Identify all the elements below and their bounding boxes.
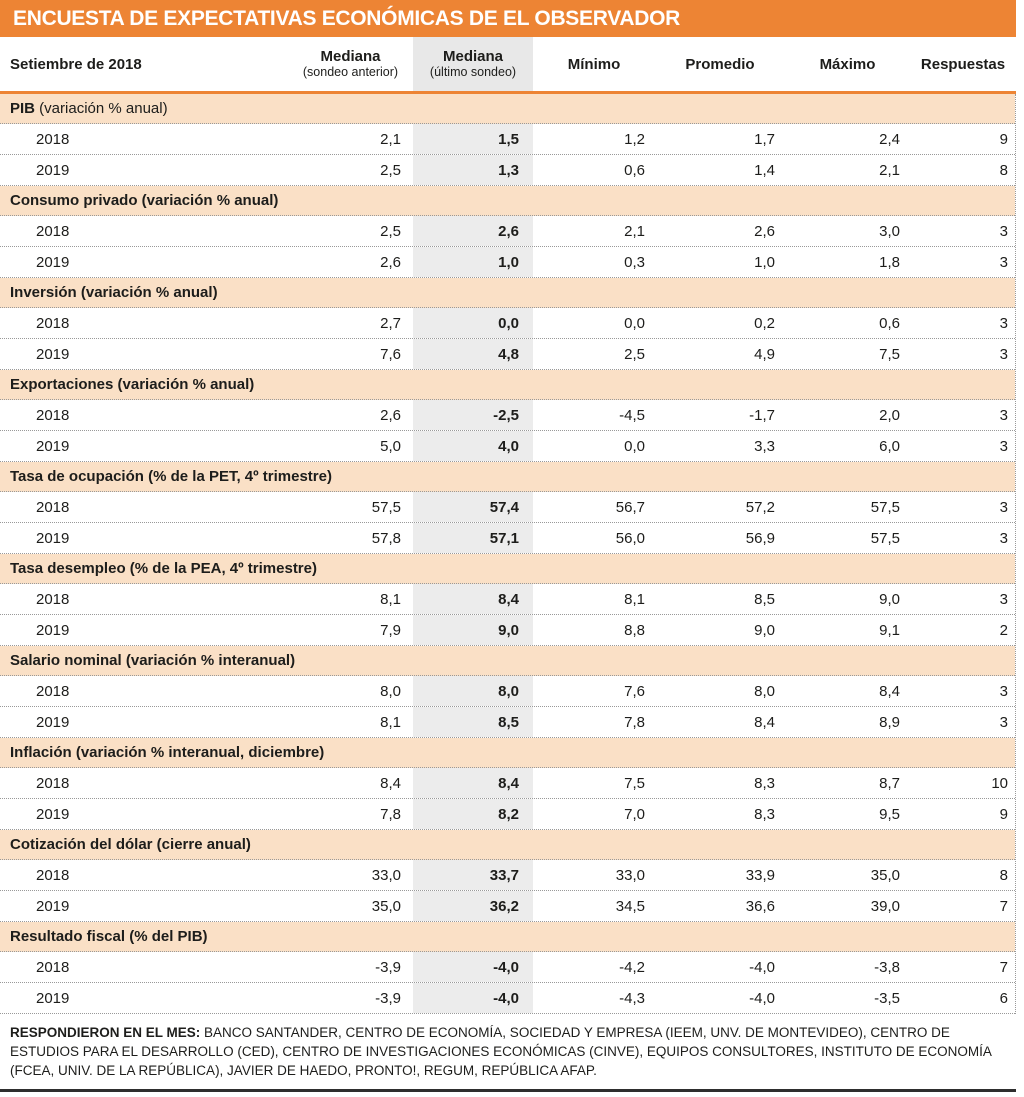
responses-cell: 9 — [999, 805, 1008, 823]
median-previous-cell: 8,1 — [380, 713, 401, 731]
median-latest-cell: 2,6 — [413, 216, 533, 246]
median-previous-cell: 35,0 — [371, 897, 401, 915]
year-cell: 2018 — [36, 130, 70, 148]
year-cell: 2019 — [36, 805, 70, 823]
median-previous-cell: 8,0 — [380, 682, 401, 700]
year-cell: 2019 — [36, 345, 70, 363]
avg-cell: -4,0 — [749, 958, 775, 976]
section-name: PIB — [10, 100, 36, 117]
median-previous-cell: 2,7 — [380, 314, 401, 332]
min-cell: 2,5 — [624, 345, 645, 363]
max-cell: 39,0 — [870, 897, 900, 915]
year-cell: 2018 — [36, 406, 70, 424]
avg-cell: 8,0 — [754, 682, 775, 700]
avg-cell: 1,7 — [754, 130, 775, 148]
median-latest-cell: 8,0 — [413, 676, 533, 706]
year-cell: 2018 — [36, 682, 70, 700]
responses-cell: 8 — [999, 866, 1008, 884]
section-header-row — [0, 554, 1015, 584]
table-row — [0, 339, 1015, 370]
max-cell: 2,0 — [879, 406, 900, 424]
responses-cell: 9 — [999, 130, 1008, 148]
median-previous-cell: -3,9 — [375, 989, 401, 1007]
median-latest-cell: 1,5 — [413, 124, 533, 154]
section-name: Inversión — [10, 284, 77, 301]
min-cell: -4,3 — [619, 989, 645, 1007]
median-previous-cell: 33,0 — [371, 866, 401, 884]
year-cell: 2019 — [36, 713, 70, 731]
year-cell: 2019 — [36, 529, 70, 547]
max-cell: 0,6 — [879, 314, 900, 332]
column-header-period — [0, 37, 288, 91]
avg-cell: 9,0 — [754, 621, 775, 639]
section-header-row — [0, 186, 1015, 216]
avg-cell: -1,7 — [749, 406, 775, 424]
section-detail: (variación % anual) — [35, 100, 168, 117]
title-bar — [0, 0, 1016, 37]
table-row — [0, 431, 1015, 462]
responses-cell: 10 — [991, 774, 1008, 792]
min-cell: 56,7 — [615, 498, 645, 516]
table-row — [0, 707, 1015, 738]
responses-cell: 3 — [999, 406, 1008, 424]
year-cell: 2018 — [36, 958, 70, 976]
avg-cell: 8,4 — [754, 713, 775, 731]
max-cell: 1,8 — [879, 253, 900, 271]
responses-cell: 3 — [999, 590, 1008, 608]
median-latest-cell: 4,0 — [413, 431, 533, 461]
max-cell: 8,9 — [879, 713, 900, 731]
max-cell: 7,5 — [879, 345, 900, 363]
table-row — [0, 155, 1015, 186]
section-name: Exportaciones — [10, 376, 114, 393]
responses-cell: 6 — [999, 989, 1008, 1007]
min-cell: 0,3 — [624, 253, 645, 271]
section-name: Resultado fiscal — [10, 928, 126, 945]
median-previous-cell: 2,1 — [380, 130, 401, 148]
column-header-avg: Promedio — [685, 55, 755, 73]
section-header-row — [0, 922, 1015, 952]
column-header-max: Máximo — [819, 55, 876, 73]
max-cell: 8,7 — [879, 774, 900, 792]
bottom-rule — [0, 1089, 1016, 1092]
min-cell: 7,8 — [624, 713, 645, 731]
page-title: ENCUESTA DE EXPECTATIVAS ECONÓMICAS DE EL OBSERVADOR — [13, 6, 680, 30]
median-latest-cell: 8,5 — [413, 707, 533, 737]
median-previous-cell: 2,5 — [380, 161, 401, 179]
avg-cell: 1,0 — [754, 253, 775, 271]
median-latest-cell: 4,8 — [413, 339, 533, 369]
avg-cell: 36,6 — [745, 897, 775, 915]
table-row — [0, 523, 1015, 554]
year-cell: 2018 — [36, 222, 70, 240]
responses-cell: 3 — [999, 529, 1008, 547]
min-cell: 1,2 — [624, 130, 645, 148]
table-row — [0, 308, 1015, 339]
median-latest-cell: 1,0 — [413, 247, 533, 277]
section-header-row — [0, 94, 1015, 124]
median-previous-cell: 57,5 — [371, 498, 401, 516]
year-cell: 2019 — [36, 897, 70, 915]
avg-cell: 0,2 — [754, 314, 775, 332]
avg-cell: 3,3 — [754, 437, 775, 455]
year-cell: 2019 — [36, 621, 70, 639]
year-cell: 2018 — [36, 314, 70, 332]
section-detail: (variación % anual) — [113, 376, 255, 393]
avg-cell: 33,9 — [745, 866, 775, 884]
min-cell: -4,2 — [619, 958, 645, 976]
median-latest-cell: 57,4 — [413, 492, 533, 522]
max-cell: -3,8 — [874, 958, 900, 976]
median-latest-cell: 36,2 — [413, 891, 533, 921]
median-previous-cell: 7,8 — [380, 805, 401, 823]
min-cell: 0,0 — [624, 314, 645, 332]
responses-cell: 3 — [999, 437, 1008, 455]
year-cell: 2019 — [36, 253, 70, 271]
table-row — [0, 584, 1015, 615]
section-name: Salario nominal — [10, 652, 122, 669]
table-row — [0, 676, 1015, 707]
section-name: Cotización del dólar — [10, 836, 153, 853]
median-latest-cell: 8,2 — [413, 799, 533, 829]
footnote — [0, 1014, 1016, 1080]
max-cell: 6,0 — [879, 437, 900, 455]
median-latest-cell: 8,4 — [413, 584, 533, 614]
responses-cell: 7 — [999, 958, 1008, 976]
max-cell: 9,0 — [879, 590, 900, 608]
column-header-row — [0, 37, 1016, 91]
section-detail: (variación % anual) — [137, 192, 279, 209]
median-latest-cell: -4,0 — [413, 952, 533, 982]
section-detail: (variación % interanual, diciembre) — [71, 744, 325, 761]
min-cell: 56,0 — [615, 529, 645, 547]
responses-cell: 3 — [999, 713, 1008, 731]
median-previous-cell: 8,1 — [380, 590, 401, 608]
section-header-row — [0, 370, 1015, 400]
min-cell: -4,5 — [619, 406, 645, 424]
max-cell: 57,5 — [870, 498, 900, 516]
table-row — [0, 983, 1015, 1014]
section-name: Consumo privado — [10, 192, 138, 209]
column-header-median-latest: Mediana (último sondeo) — [413, 37, 533, 91]
year-cell: 2019 — [36, 161, 70, 179]
median-latest-cell: -4,0 — [413, 983, 533, 1013]
max-cell: 2,4 — [879, 130, 900, 148]
table-body — [0, 94, 1016, 1014]
median-previous-cell: 2,5 — [380, 222, 401, 240]
avg-cell: 2,6 — [754, 222, 775, 240]
year-cell: 2018 — [36, 774, 70, 792]
section-header-row — [0, 462, 1015, 492]
table-row — [0, 860, 1015, 891]
year-cell: 2018 — [36, 590, 70, 608]
year-cell: 2018 — [36, 498, 70, 516]
responses-cell: 3 — [999, 222, 1008, 240]
table-row — [0, 799, 1015, 830]
min-cell: 7,5 — [624, 774, 645, 792]
responses-cell: 3 — [999, 498, 1008, 516]
section-header-row — [0, 278, 1015, 308]
min-cell: 7,0 — [624, 805, 645, 823]
min-cell: 0,0 — [624, 437, 645, 455]
median-previous-cell: 2,6 — [380, 253, 401, 271]
section-name: Inflación — [10, 744, 72, 761]
table-row — [0, 768, 1015, 799]
table-row — [0, 492, 1015, 523]
avg-cell: 8,3 — [754, 805, 775, 823]
table-row — [0, 400, 1015, 431]
max-cell: 2,1 — [879, 161, 900, 179]
median-latest-cell: 33,7 — [413, 860, 533, 890]
median-previous-cell: 2,6 — [380, 406, 401, 424]
responses-cell: 8 — [999, 161, 1008, 179]
median-previous-cell: 57,8 — [371, 529, 401, 547]
avg-cell: 1,4 — [754, 161, 775, 179]
min-cell: 8,8 — [624, 621, 645, 639]
min-cell: 34,5 — [615, 897, 645, 915]
table-row — [0, 124, 1015, 155]
section-name: Tasa desempleo — [10, 560, 126, 577]
column-header-responses: Respuestas — [920, 55, 1006, 73]
table-row — [0, 615, 1015, 646]
section-header-row — [0, 646, 1015, 676]
median-previous-cell: -3,9 — [375, 958, 401, 976]
avg-cell: 56,9 — [745, 529, 775, 547]
section-detail: (cierre anual) — [152, 836, 251, 853]
max-cell: -3,5 — [874, 989, 900, 1007]
table-row — [0, 891, 1015, 922]
footnote-text: BANCO SANTANDER, CENTRO DE ECONOMÍA, SOCIEDAD Y EMPRESA (IEEM, UNV. DE MONTEVIDEO), CENTRO DE ESTUDIOS PARA EL DESARROLLO (CED), CENTRO DE INVESTIGACIONES ECONÓMICAS (CINVE), EQUIPOS CONSULTORES, INSTITUTO DE ECONOMÍA (FCEA, UNIV. DE LA REPÚBLICA), JAVIER DE HAEDO, PRONTO!, REGUM, REPÚBLICA AFAP. — [10, 1025, 992, 1078]
median-previous-cell: 7,9 — [380, 621, 401, 639]
min-cell: 0,6 — [624, 161, 645, 179]
section-detail: (variación % interanual) — [121, 652, 296, 669]
min-cell: 8,1 — [624, 590, 645, 608]
section-header-row — [0, 830, 1015, 860]
min-cell: 2,1 — [624, 222, 645, 240]
median-previous-cell: 7,6 — [380, 345, 401, 363]
max-cell: 9,1 — [879, 621, 900, 639]
median-latest-cell: 8,4 — [413, 768, 533, 798]
section-detail: (% del PIB) — [125, 928, 208, 945]
max-cell: 9,5 — [879, 805, 900, 823]
max-cell: 8,4 — [879, 682, 900, 700]
column-header-min: Mínimo — [567, 55, 621, 73]
responses-cell: 3 — [999, 314, 1008, 332]
responses-cell: 2 — [999, 621, 1008, 639]
table-row — [0, 952, 1015, 983]
year-cell: 2019 — [36, 989, 70, 1007]
median-latest-cell: 1,3 — [413, 155, 533, 185]
median-latest-cell: 57,1 — [413, 523, 533, 553]
avg-cell: 8,3 — [754, 774, 775, 792]
median-latest-cell: 9,0 — [413, 615, 533, 645]
max-cell: 3,0 — [879, 222, 900, 240]
avg-cell: 8,5 — [754, 590, 775, 608]
median-latest-cell: 0,0 — [413, 308, 533, 338]
max-cell: 35,0 — [870, 866, 900, 884]
period-label: Setiembre de 2018 — [10, 55, 142, 73]
section-detail: (% de la PEA, 4º trimestre) — [125, 560, 317, 577]
column-header-median-previous: Mediana (sondeo anterior) — [302, 48, 399, 79]
responses-cell: 3 — [999, 253, 1008, 271]
min-cell: 7,6 — [624, 682, 645, 700]
section-detail: (% de la PET, 4º trimestre) — [143, 468, 332, 485]
min-cell: 33,0 — [615, 866, 645, 884]
responses-cell: 7 — [999, 897, 1008, 915]
avg-cell: -4,0 — [749, 989, 775, 1007]
max-cell: 57,5 — [870, 529, 900, 547]
median-previous-cell: 8,4 — [380, 774, 401, 792]
year-cell: 2019 — [36, 437, 70, 455]
avg-cell: 4,9 — [754, 345, 775, 363]
responses-cell: 3 — [999, 345, 1008, 363]
median-latest-cell: -2,5 — [413, 400, 533, 430]
table-row — [0, 216, 1015, 247]
median-previous-cell: 5,0 — [380, 437, 401, 455]
section-detail: (variación % anual) — [76, 284, 218, 301]
avg-cell: 57,2 — [745, 498, 775, 516]
year-cell: 2018 — [36, 866, 70, 884]
responses-cell: 3 — [999, 682, 1008, 700]
footnote-lead: RESPONDIERON EN EL MES: — [10, 1025, 201, 1040]
table-row — [0, 247, 1015, 278]
section-header-row — [0, 738, 1015, 768]
section-name: Tasa de ocupación — [10, 468, 144, 485]
